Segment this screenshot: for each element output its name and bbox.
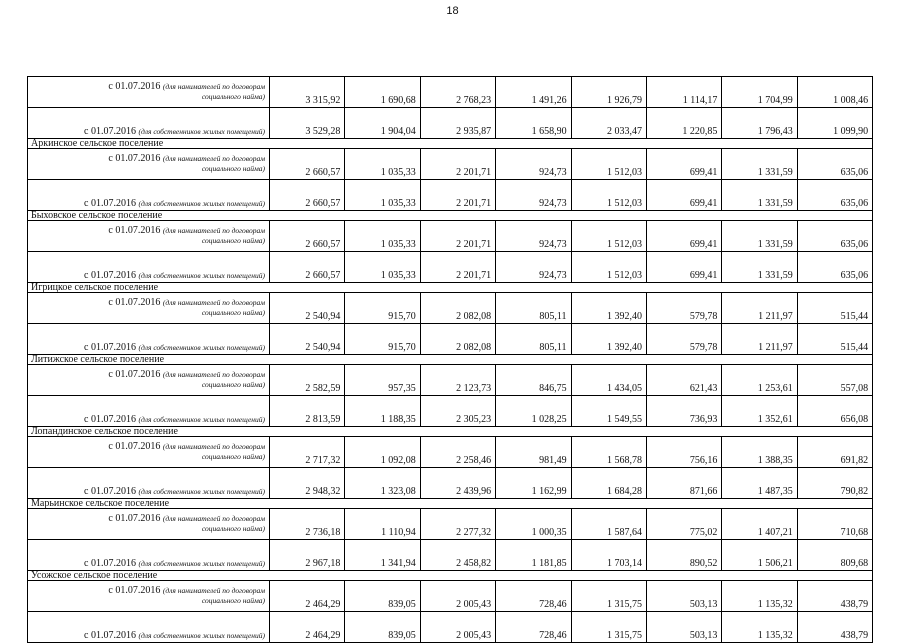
row-date: с 01.07.2016 [108,153,161,164]
value-cell: 1 549,55 [571,396,646,427]
value-cell: 924,73 [496,180,571,211]
value-cell: 1 135,32 [722,581,797,612]
table-row [28,396,873,427]
value-cell: 1 512,03 [571,252,646,283]
value-cell: 2 201,71 [420,149,495,180]
value-cell: 2 277,32 [420,509,495,540]
section-title: Аркинское сельское поселение [28,139,873,149]
value-cell: 1 568,78 [571,437,646,468]
value-cell: 957,35 [345,365,420,396]
value-cell: 2 660,57 [270,252,345,283]
value-cell: 691,82 [797,437,872,468]
value-cell: 1 703,14 [571,540,646,571]
value-cell: 1 512,03 [571,180,646,211]
table-row [28,149,873,180]
row-date: с 01.07.2016 [108,81,161,92]
value-cell: 621,43 [646,365,721,396]
row-date: с 01.07.2016 [108,513,161,524]
value-cell: 871,66 [646,468,721,499]
value-cell: 1 035,33 [345,221,420,252]
value-cell: 1 035,33 [345,149,420,180]
table-row [28,293,873,324]
row-note-line2: социального найма) [201,164,265,173]
value-cell: 2 305,23 [420,396,495,427]
row-note: (для собственников жилых помещений) [138,343,265,352]
row-date: с 01.07.2016 [84,198,136,209]
row-date: с 01.07.2016 [108,369,161,380]
table-row [28,612,873,643]
value-cell: 635,06 [797,252,872,283]
value-cell: 579,78 [646,293,721,324]
value-cell: 2 201,71 [420,180,495,211]
value-cell: 915,70 [345,324,420,355]
value-cell: 2 935,87 [420,108,495,139]
row-date: с 01.07.2016 [84,126,136,137]
value-cell: 656,08 [797,396,872,427]
value-cell: 1 035,33 [345,180,420,211]
value-cell: 924,73 [496,252,571,283]
row-note-line2: социального найма) [201,236,265,245]
row-label-owners [28,396,270,427]
value-cell: 635,06 [797,180,872,211]
row-note-line1: (для нанимателей по договорам [162,226,265,235]
value-cell: 1 331,59 [722,180,797,211]
section-row [28,139,873,149]
row-note: (для собственников жилых помещений) [138,271,265,280]
value-cell: 1 331,59 [722,221,797,252]
value-cell: 2 123,73 [420,365,495,396]
value-cell: 1 491,26 [496,77,571,108]
value-cell: 2 005,43 [420,612,495,643]
row-note-line1: (для нанимателей по договорам [162,586,265,595]
value-cell: 2 439,96 [420,468,495,499]
row-date: с 01.07.2016 [84,414,136,425]
value-cell: 1 323,08 [345,468,420,499]
value-cell: 890,52 [646,540,721,571]
value-cell: 915,70 [345,293,420,324]
value-cell: 805,11 [496,324,571,355]
row-note: (для собственников жилых помещений) [138,631,265,640]
value-cell: 2 660,57 [270,221,345,252]
value-cell: 2 033,47 [571,108,646,139]
section-title: Марьинское сельское поселение [28,499,873,509]
value-cell: 1 904,04 [345,108,420,139]
row-label-owners [28,252,270,283]
row-date: с 01.07.2016 [84,558,136,569]
value-cell: 1 253,61 [722,365,797,396]
value-cell: 635,06 [797,221,872,252]
value-cell: 775,02 [646,509,721,540]
section-row [28,211,873,221]
value-cell: 1 512,03 [571,221,646,252]
row-note-line1: (для нанимателей по договорам [162,298,265,307]
value-cell: 805,11 [496,293,571,324]
row-label-owners [28,108,270,139]
table-row [28,437,873,468]
value-cell: 557,08 [797,365,872,396]
value-cell: 1 008,46 [797,77,872,108]
row-date: с 01.07.2016 [84,486,136,497]
table-row [28,77,873,108]
value-cell: 2 082,08 [420,324,495,355]
value-cell: 1 487,35 [722,468,797,499]
value-cell: 699,41 [646,149,721,180]
value-cell: 699,41 [646,180,721,211]
value-cell: 1 000,35 [496,509,571,540]
table-row [28,581,873,612]
row-note: (для собственников жилых помещений) [138,487,265,496]
value-cell: 1 211,97 [722,293,797,324]
row-label-tenants [28,77,270,108]
row-note: (для собственников жилых помещений) [138,559,265,568]
value-cell: 1 388,35 [722,437,797,468]
value-cell: 2 082,08 [420,293,495,324]
value-cell: 1 506,21 [722,540,797,571]
section-title: Литижское сельское поселение [28,355,873,365]
row-date: с 01.07.2016 [108,441,161,452]
value-cell: 1 162,99 [496,468,571,499]
row-note-line1: (для нанимателей по договорам [162,82,265,91]
value-cell: 2 201,71 [420,221,495,252]
value-cell: 2 717,32 [270,437,345,468]
value-cell: 2 540,94 [270,324,345,355]
section-title: Лопандинское сельское поселение [28,427,873,437]
table-row [28,180,873,211]
row-label-tenants [28,149,270,180]
value-cell: 846,75 [496,365,571,396]
row-note: (для собственников жилых помещений) [138,127,265,136]
value-cell: 503,13 [646,581,721,612]
row-label-tenants [28,509,270,540]
value-cell: 3 315,92 [270,77,345,108]
row-label-tenants [28,221,270,252]
value-cell: 1 092,08 [345,437,420,468]
section-row [28,355,873,365]
value-cell: 1 684,28 [571,468,646,499]
value-cell: 1 181,85 [496,540,571,571]
value-cell: 1 315,75 [571,612,646,643]
value-cell: 1 704,99 [722,77,797,108]
value-cell: 1 331,59 [722,252,797,283]
value-cell: 2 948,32 [270,468,345,499]
row-label-owners [28,540,270,571]
value-cell: 699,41 [646,221,721,252]
value-cell: 1 352,61 [722,396,797,427]
row-date: с 01.07.2016 [84,630,136,641]
table-row [28,252,873,283]
value-cell: 2 660,57 [270,149,345,180]
value-cell: 1 341,94 [345,540,420,571]
section-title: Игрицкое сельское поселение [28,283,873,293]
value-cell: 1 926,79 [571,77,646,108]
value-cell: 1 796,43 [722,108,797,139]
value-cell: 2 768,23 [420,77,495,108]
value-cell: 1 658,90 [496,108,571,139]
row-label-tenants [28,293,270,324]
value-cell: 635,06 [797,149,872,180]
value-cell: 839,05 [345,612,420,643]
value-cell: 728,46 [496,581,571,612]
row-note-line2: социального найма) [201,308,265,317]
page-number: 18 [446,5,459,17]
tariff-table-body [28,77,873,643]
row-note-line1: (для нанимателей по договорам [162,442,265,451]
value-cell: 1 188,35 [345,396,420,427]
row-note-line2: социального найма) [201,596,265,605]
value-cell: 2 458,82 [420,540,495,571]
value-cell: 2 736,18 [270,509,345,540]
value-cell: 2 464,29 [270,581,345,612]
row-note-line2: социального найма) [201,92,265,101]
tariff-table [27,76,873,643]
table-row [28,221,873,252]
value-cell: 2 464,29 [270,612,345,643]
value-cell: 756,16 [646,437,721,468]
value-cell: 1 392,40 [571,324,646,355]
value-cell: 2 005,43 [420,581,495,612]
row-note-line1: (для нанимателей по договорам [162,154,265,163]
row-label-tenants [28,365,270,396]
row-note-line1: (для нанимателей по договорам [162,370,265,379]
row-note-line2: социального найма) [201,380,265,389]
value-cell: 1 434,05 [571,365,646,396]
table-row [28,509,873,540]
section-row [28,283,873,293]
value-cell: 924,73 [496,221,571,252]
row-date: с 01.07.2016 [108,297,161,308]
row-date: с 01.07.2016 [108,225,161,236]
value-cell: 1 315,75 [571,581,646,612]
value-cell: 1 220,85 [646,108,721,139]
value-cell: 2 967,18 [270,540,345,571]
row-label-tenants [28,437,270,468]
value-cell: 1 035,33 [345,252,420,283]
value-cell: 1 028,25 [496,396,571,427]
value-cell: 1 135,32 [722,612,797,643]
row-label-tenants [28,581,270,612]
value-cell: 3 529,28 [270,108,345,139]
value-cell: 1 114,17 [646,77,721,108]
value-cell: 438,79 [797,581,872,612]
section-title: Быховское сельское поселение [28,211,873,221]
section-row [28,571,873,581]
value-cell: 1 587,64 [571,509,646,540]
table-row [28,324,873,355]
value-cell: 839,05 [345,581,420,612]
value-cell: 736,93 [646,396,721,427]
value-cell: 2 201,71 [420,252,495,283]
value-cell: 1 512,03 [571,149,646,180]
table-row [28,108,873,139]
value-cell: 2 540,94 [270,293,345,324]
value-cell: 710,68 [797,509,872,540]
row-label-owners [28,180,270,211]
row-note-line2: социального найма) [201,452,265,461]
row-date: с 01.07.2016 [84,270,136,281]
value-cell: 1 331,59 [722,149,797,180]
table-row [28,365,873,396]
row-note: (для собственников жилых помещений) [138,199,265,208]
value-cell: 503,13 [646,612,721,643]
row-label-owners [28,324,270,355]
row-date: с 01.07.2016 [108,585,161,596]
value-cell: 699,41 [646,252,721,283]
table-row [28,468,873,499]
value-cell: 981,49 [496,437,571,468]
value-cell: 515,44 [797,293,872,324]
value-cell: 1 110,94 [345,509,420,540]
value-cell: 728,46 [496,612,571,643]
row-note-line1: (для нанимателей по договорам [162,514,265,523]
row-date: с 01.07.2016 [84,342,136,353]
table-row [28,540,873,571]
section-title: Усожское сельское поселение [28,571,873,581]
value-cell: 579,78 [646,324,721,355]
value-cell: 1 211,97 [722,324,797,355]
row-note-line2: социального найма) [201,524,265,533]
value-cell: 1 690,68 [345,77,420,108]
value-cell: 438,79 [797,612,872,643]
value-cell: 2 813,59 [270,396,345,427]
value-cell: 790,82 [797,468,872,499]
value-cell: 2 660,57 [270,180,345,211]
value-cell: 1 099,90 [797,108,872,139]
value-cell: 924,73 [496,149,571,180]
section-row [28,499,873,509]
value-cell: 2 258,46 [420,437,495,468]
row-label-owners [28,612,270,643]
value-cell: 809,68 [797,540,872,571]
row-note: (для собственников жилых помещений) [138,415,265,424]
value-cell: 1 392,40 [571,293,646,324]
row-label-owners [28,468,270,499]
value-cell: 515,44 [797,324,872,355]
value-cell: 1 407,21 [722,509,797,540]
value-cell: 2 582,59 [270,365,345,396]
section-row [28,427,873,437]
